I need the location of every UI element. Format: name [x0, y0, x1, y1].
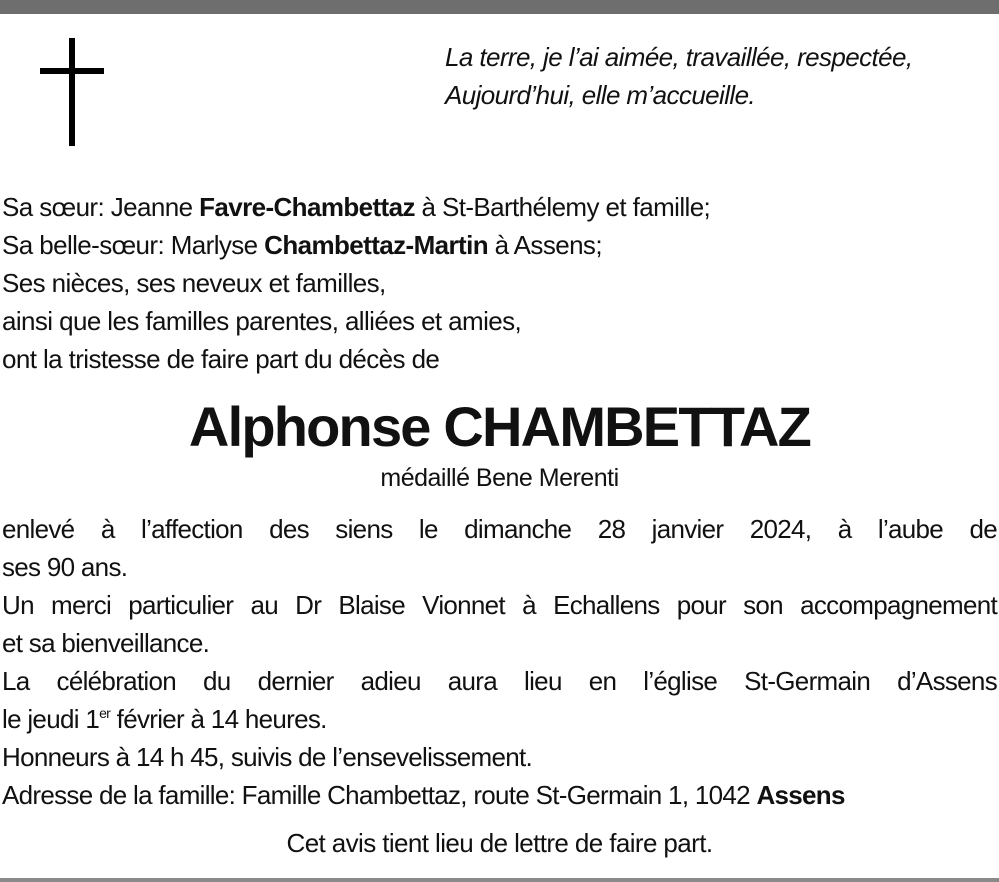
obituary-body: [2, 510, 997, 814]
cross-icon: [40, 38, 104, 148]
address-town: Assens: [756, 780, 845, 810]
closing-note: Cet avis tient lieu de lettre de faire part.: [286, 828, 713, 858]
family-line-announcement: ont la tristesse de faire part du décès de: [2, 344, 440, 374]
family-line-sister-in-law-suffix: à Assens;: [488, 230, 602, 260]
body-p1-line1: enlevé à l’affection des siens le dimanche 28 janvier 2024, à l’aube de: [2, 514, 997, 544]
family-line-sister-in-law-prefix: Sa belle-sœur: Marlyse: [2, 230, 265, 260]
body-p3-line1: La célébration du dernier adieu aura lieu en l’église St-Germain d’Assens: [2, 666, 997, 696]
family-line-sister: [2, 188, 997, 226]
body-p3-line2-suffix: février à 14 heures.: [110, 704, 327, 734]
body-p5-address: [2, 776, 997, 814]
body-p1-line2: ses 90 ans.: [2, 552, 128, 582]
family-line-sister-prefix: Sa sœur: Jeanne: [2, 192, 200, 222]
deceased-name: Alphonse CHAMBETTAZ: [188, 395, 811, 458]
address-text: Adresse de la famille: Famille Chambettaz, route St-Germain 1, 1042: [2, 780, 757, 810]
body-p4: Honneurs à 14 h 45, suivis de l’ensevelissement.: [2, 742, 533, 772]
cross-vertical-bar: [69, 38, 75, 146]
body-p2-line1: Un merci particulier au Dr Blaise Vionnet à Echallens pour son accompagnement: [2, 590, 997, 620]
ordinal-superscript: er: [99, 705, 111, 721]
top-rule: [0, 0, 999, 14]
family-line-relatives: ainsi que les familles parentes, alliées et amies,: [2, 306, 522, 336]
family-line-sister-suffix: à St-Barthélemy et famille;: [414, 192, 711, 222]
body-p2-line2: et sa bienveillance.: [2, 628, 210, 658]
epigraph: [445, 38, 999, 114]
family-line-nieces: Ses nièces, ses neveux et familles,: [2, 268, 386, 298]
deceased-distinction: médaillé Bene Merenti: [380, 464, 619, 492]
bottom-rule: [0, 878, 999, 882]
family-line-sister-in-law: [2, 226, 997, 264]
body-p3-line2-prefix: le jeudi 1: [2, 704, 100, 734]
body-p3-line2: [2, 700, 997, 738]
family-line-sister-surname: Favre-Chambettaz: [199, 192, 415, 222]
family-announcement: [2, 188, 997, 378]
family-line-sister-in-law-surname: Chambettaz-Martin: [264, 230, 488, 260]
epigraph-line-1: La terre, je l’ai aimée, travaillée, respectée,: [445, 42, 913, 72]
epigraph-line-2: Aujourd’hui, elle m’accueille.: [445, 80, 756, 110]
cross-horizontal-bar: [40, 68, 104, 74]
